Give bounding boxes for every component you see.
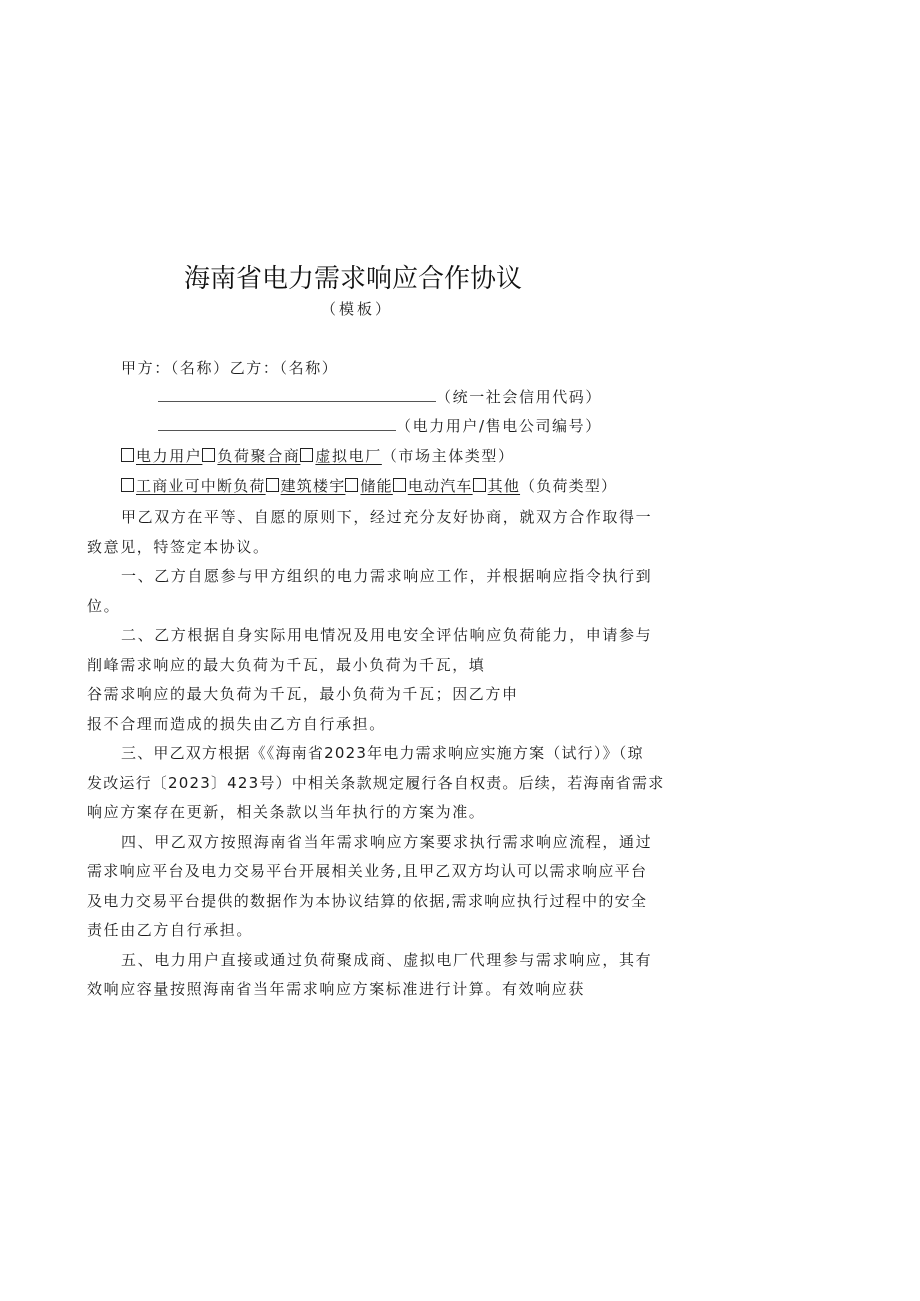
body-line: 谷需求响应的最大负荷为千瓦，最小负荷为千瓦；因乙方申 xyxy=(87,685,519,703)
body-line: 削峰需求响应的最大负荷为千瓦，最小负荷为千瓦，填 xyxy=(87,656,486,674)
checkbox-virtual-power-plant[interactable] xyxy=(300,448,313,462)
option-other: 其他 xyxy=(487,477,521,495)
checkbox-building[interactable] xyxy=(266,478,279,492)
load-type-label: （负荷类型） xyxy=(520,477,618,495)
body-line: 发改运行〔2023〕423号）中相关条款规定履行各自权责。后续，若海南省需求 xyxy=(87,774,665,792)
credit-code-blank xyxy=(158,387,436,402)
checkbox-other[interactable] xyxy=(473,478,486,492)
market-type-label: （市场主体类型） xyxy=(381,447,515,465)
option-interruptible-load: 工商业可中断负荷 xyxy=(136,477,266,495)
checkbox-power-user[interactable] xyxy=(121,448,134,462)
document-subtitle: （模板） xyxy=(321,300,394,318)
body-line: 二、乙方根据自身实际用电情况及用电安全评估响应负荷能力，申请参与 xyxy=(121,626,653,644)
parties-line: 甲方：（名称）乙方：（名称） xyxy=(121,359,339,377)
document-title: 海南省电力需求响应合作协议 xyxy=(184,264,523,294)
option-building: 建筑楼宇 xyxy=(280,477,346,495)
market-type-options xyxy=(121,447,382,465)
body-line: 四、甲乙双方按照海南省当年需求响应方案要求执行需求响应流程，通过 xyxy=(121,833,653,851)
credit-code-label: （统一社会信用代码） xyxy=(436,388,603,406)
option-load-aggregator: 负荷聚合商 xyxy=(217,447,301,465)
market-type-row xyxy=(121,445,515,466)
body-line: 报不合理而造成的损失由乙方自行承担。 xyxy=(87,715,386,733)
checkbox-energy-storage[interactable] xyxy=(345,478,358,492)
body-line: 一、乙方自愿参与甲方组织的电力需求响应工作，并根据响应指令执行到 xyxy=(121,567,653,585)
checkbox-load-aggregator[interactable] xyxy=(202,448,215,462)
credit-code-row xyxy=(158,386,602,407)
body-line: 甲乙双方在平等、自愿的原则下，经过充分友好协商，就双方合作取得一 xyxy=(121,508,653,526)
load-type-options xyxy=(121,477,520,495)
body-line: 及电力交易平台提供的数据作为本协议结算的依据,需求响应执行过程中的安全 xyxy=(87,892,648,910)
user-number-blank xyxy=(158,416,396,431)
body-line: 响应方案存在更新，相关条款以当年执行的方案为准。 xyxy=(87,803,486,821)
body-line: 致意见，特签定本协议。 xyxy=(87,538,270,556)
load-type-row xyxy=(121,475,617,496)
body-line: 需求响应平台及电力交易平台开展相关业务,且甲乙双方均认可以需求响应平台 xyxy=(87,862,648,880)
body-line: 五、电力用户直接或通过负荷聚成商、虚拟电厂代理参与需求响应，其有 xyxy=(121,951,653,969)
checkbox-electric-vehicle[interactable] xyxy=(393,478,406,492)
option-power-user: 电力用户 xyxy=(136,447,203,465)
option-electric-vehicle: 电动汽车 xyxy=(407,477,473,495)
option-virtual-power-plant: 虚拟电厂 xyxy=(315,447,382,465)
option-energy-storage: 储能 xyxy=(360,477,393,495)
body-line: 责任由乙方自行承担。 xyxy=(87,921,254,939)
body-line: 位。 xyxy=(87,597,121,615)
body-line: 效响应容量按照海南省当年需求响应方案标准进行计算。有效响应获 xyxy=(87,980,586,998)
user-number-label: （电力用户/售电公司编号） xyxy=(396,417,602,435)
body-line: 三、甲乙双方根据《《海南省2023年电力需求响应实施方案（试行）》（琼 xyxy=(121,744,644,762)
checkbox-interruptible-load[interactable] xyxy=(121,478,134,492)
user-number-row xyxy=(158,415,602,436)
